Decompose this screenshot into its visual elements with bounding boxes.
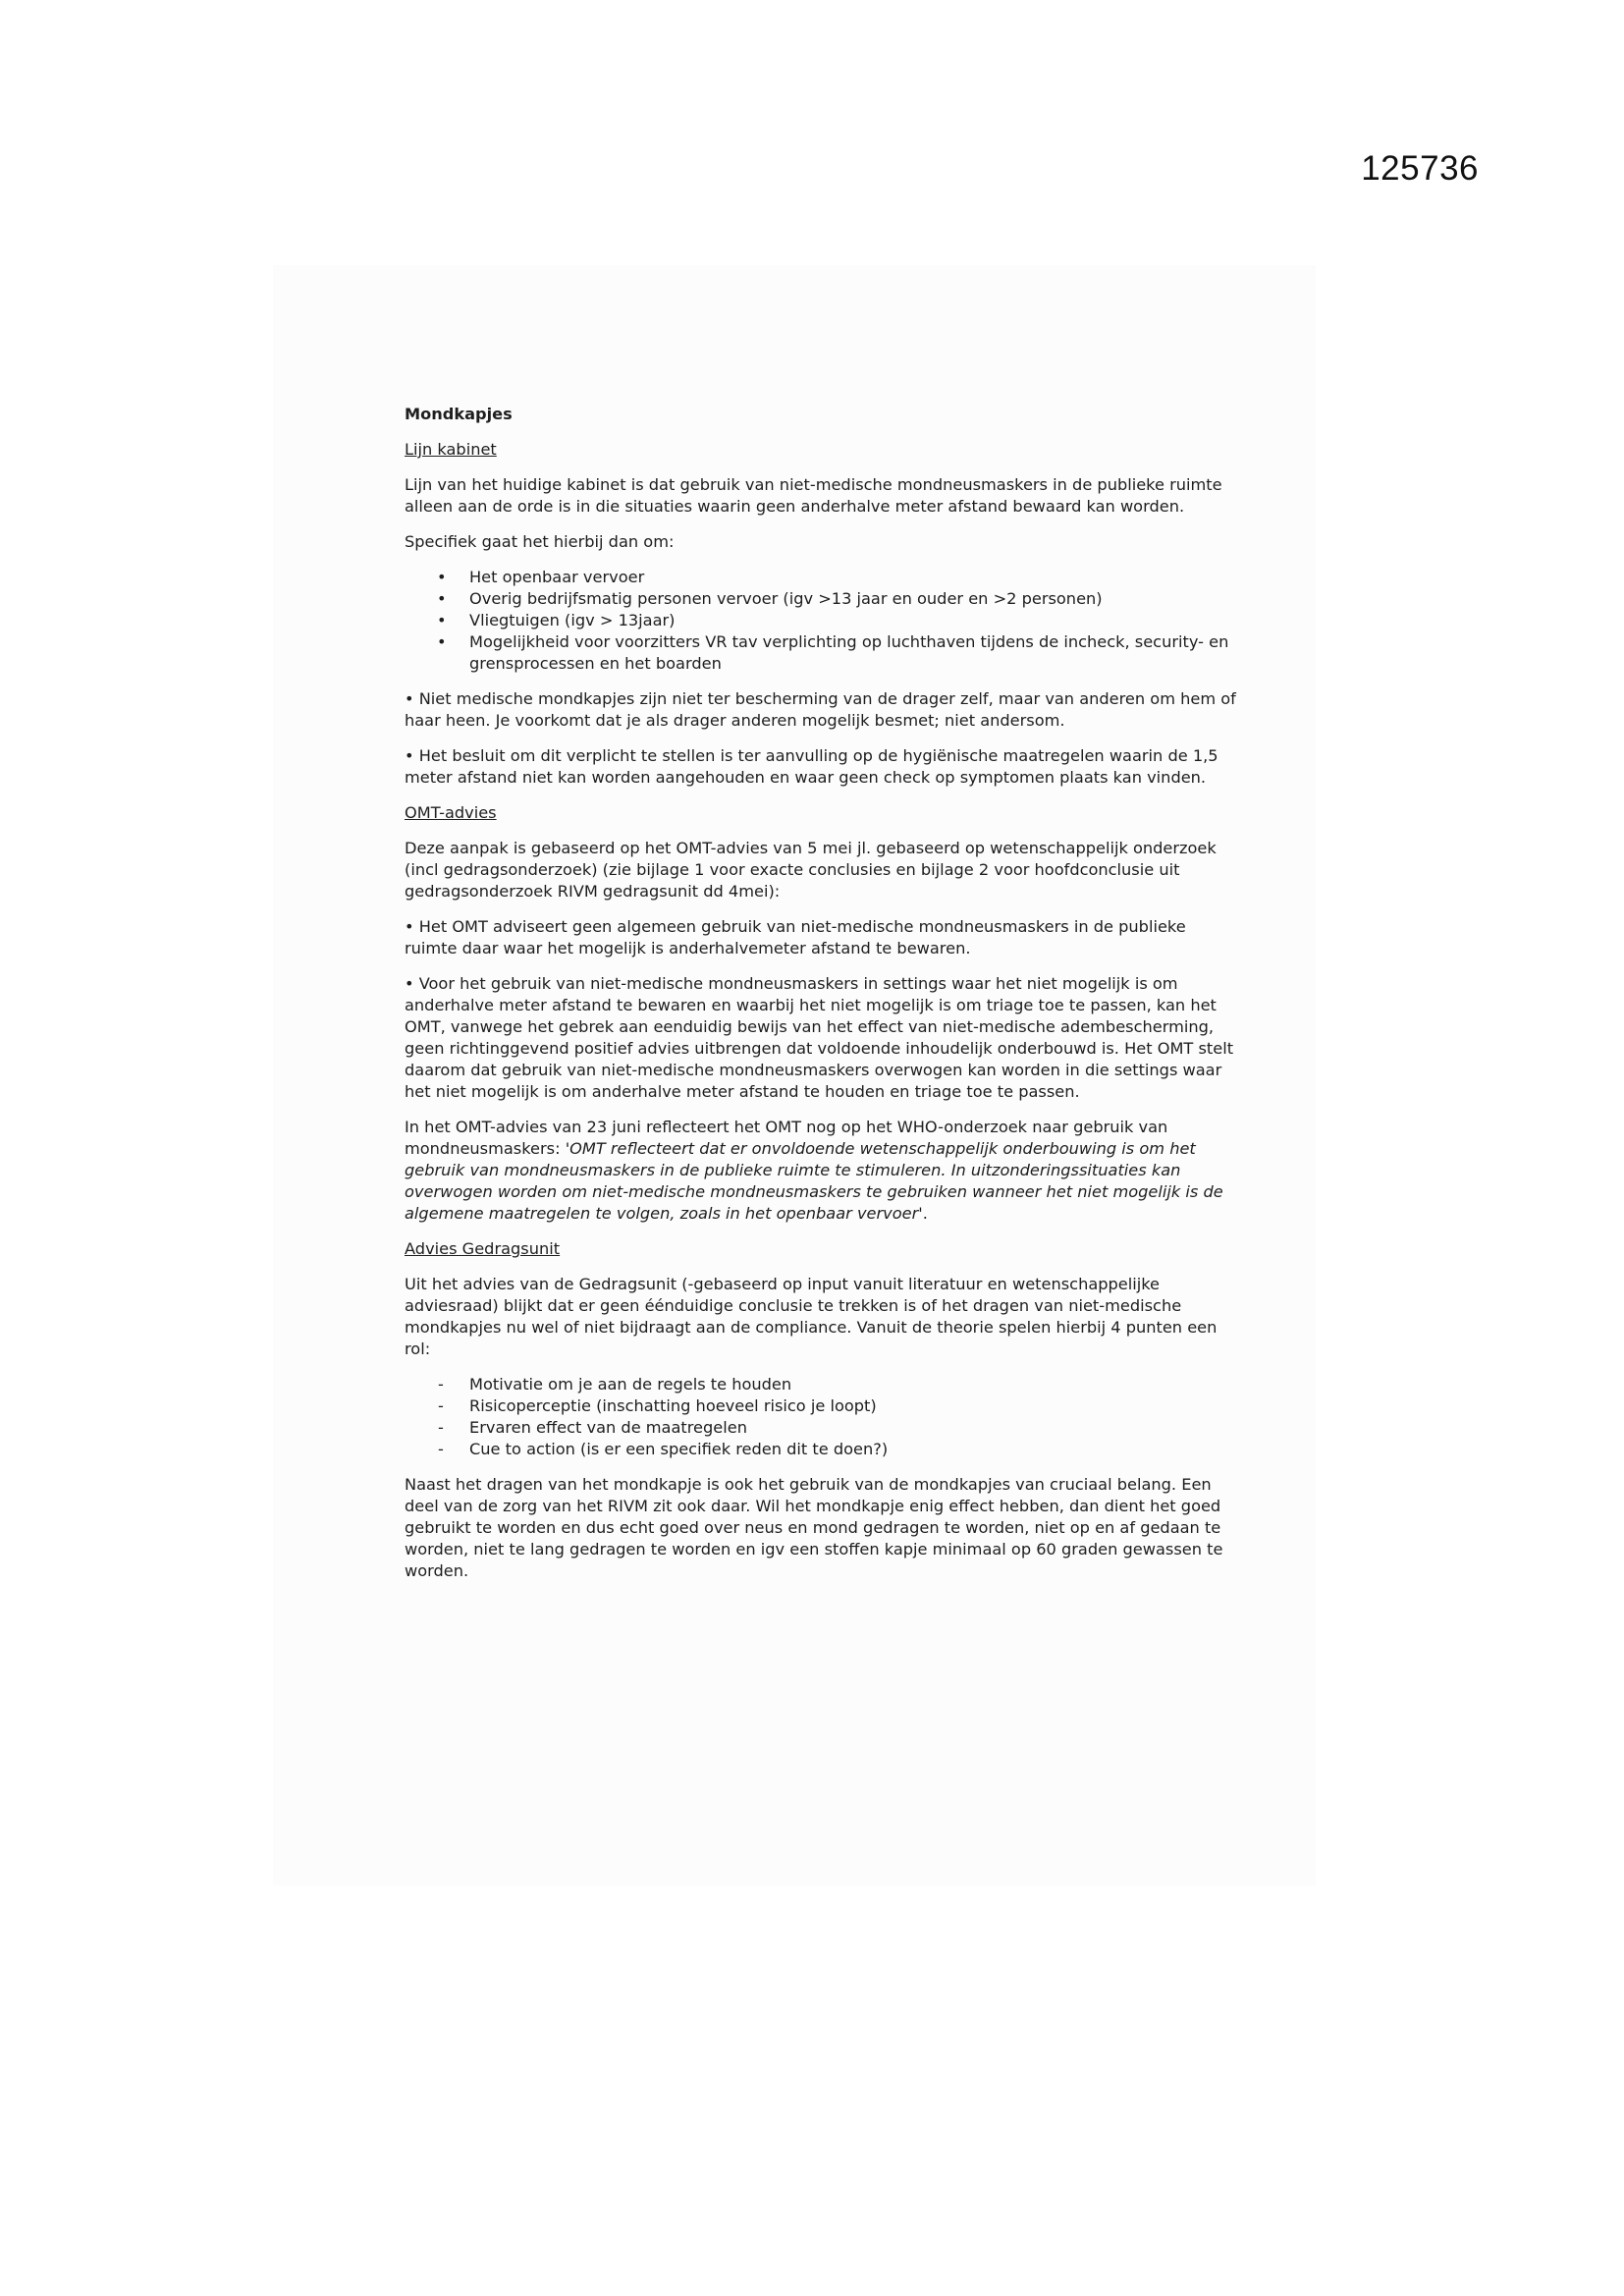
bullet-item: • Mogelijkheid voor voorzitters VR tav verplichting op luchthaven tijdens de incheck, security- en grensprocessen en het boarden xyxy=(405,631,1239,675)
dash-item: - Cue to action (is er een specifiek reden dit te doen?) xyxy=(405,1439,1239,1460)
paragraph: Deze aanpak is gebaseerd op het OMT-advies van 5 mei jl. gebaseerd op wetenschappelijk onderzoek (incl gedragsonderzoek) (zie bijlage 1 voor exacte conclusies en bijlage 2 voor hoofdconclusie uit gedragsonderzoek RIVM gedragsunit dd 4mei): xyxy=(405,839,1217,901)
paragraph: • Het OMT adviseert geen algemeen gebruik van niet-medische mondneusmaskers in de publieke ruimte daar waar het mogelijk is anderhalvemeter afstand te bewaren. xyxy=(405,917,1186,957)
section-heading-advies-gedragsunit: Advies Gedragsunit xyxy=(405,1239,561,1258)
section-heading-omt-advies: OMT-advies xyxy=(405,803,497,822)
paragraph: • Niet medische mondkapjes zijn niet ter bescherming van de drager zelf, maar van anderen om hem of haar heen. Je voorkomt dat je als drager anderen mogelijk besmet; niet andersom. xyxy=(405,689,1236,730)
paragraph: Lijn van het huidige kabinet is dat gebruik van niet-medische mondneusmaskers in de publieke ruimte alleen aan de orde is in die situaties waarin geen anderhalve meter afstand bewaard kan worden. xyxy=(405,475,1222,516)
dash-item: - Risicoperceptie (inschatting hoeveel risico je loopt) xyxy=(405,1395,1239,1417)
paragraph: Specifiek gaat het hierbij dan om: xyxy=(405,532,675,551)
paragraph: • Het besluit om dit verplicht te stellen is ter aanvulling op de hygiënische maatregelen waarin de 1,5 meter afstand niet kan worden aangehouden en waar geen check op symptomen plaats kan vinden. xyxy=(405,746,1218,787)
paragraph: Uit het advies van de Gedragsunit (-gebaseerd op input vanuit literatuur en wetenschappelijke adviesraad) blijkt dat er geen éénduidige conclusie te trekken is of het dragen van niet-medische mondkapjes nu wel of niet bijdraagt aan de compliance. Vanuit de theorie spelen hierbij 4 punten een rol: xyxy=(405,1275,1218,1358)
bullet-list xyxy=(405,567,1239,675)
paragraph: Naast het dragen van het mondkapje is ook het gebruik van de mondkapjes van cruciaal belang. Een deel van de zorg van het RIVM zit ook daar. Wil het mondkapje enig effect hebben, dan dient het goed gebruikt te worden en dus echt goed over neus en mond gedragen te worden, niet op en af gedaan te worden, niet te lang gedragen te worden en igv een stoffen kapje minimaal op 60 graden gewassen te worden. xyxy=(405,1475,1223,1580)
document-number: 125736 xyxy=(1361,149,1479,188)
bullet-item: • Overig bedrijfsmatig personen vervoer (igv >13 jaar en ouder en >2 personen) xyxy=(405,588,1239,610)
paragraph: • Voor het gebruik van niet-medische mondneusmaskers in settings waar het niet mogelijk is om anderhalve meter afstand te bewaren en waarbij het niet mogelijk is om triage toe te passen, kan het OMT, vanwege het gebrek aan eenduidig bewijs van het effect van niet-medische adembescherming, geen richtinggevend positief advies uitbrengen dat voldoende inhoudelijk onderbouwd is. Het OMT stelt daarom dat gebruik van niet-medische mondneusmaskers overwogen kan worden in die settings waar het niet mogelijk is om anderhalve meter afstand te houden en triage toe te passen. xyxy=(405,974,1234,1101)
bullet-item: • Vliegtuigen (igv > 13jaar) xyxy=(405,610,1239,631)
dash-item: - Motivatie om je aan de regels te houden xyxy=(405,1374,1239,1395)
dash-item: - Ervaren effect van de maatregelen xyxy=(405,1417,1239,1439)
bullet-item: • Het openbaar vervoer xyxy=(405,567,1239,588)
dash-list xyxy=(405,1374,1239,1460)
section-heading-lijn-kabinet: Lijn kabinet xyxy=(405,440,497,459)
paragraph-with-quote xyxy=(405,1117,1239,1225)
document-body xyxy=(405,404,1239,1596)
quote-intro: In het OMT-advies van 23 juni reflecteert het OMT nog op het WHO-onderzoek naar gebruik van mondneusmaskers: xyxy=(405,1118,1168,1158)
quote-end: . xyxy=(922,1204,928,1223)
omt-quote: 'OMT reflecteert dat er onvoldoende wetenschappelijk onderbouwing is om het gebruik van mondneusmaskers in de publieke ruimte te stimuleren. In uitzonderingssituaties kan overwogen worden om niet-medische mondneusmaskers te gebruiken wanneer het niet mogelijk is de algemene maatregelen te volgen, zoals in het openbaar vervoer' xyxy=(405,1139,1223,1223)
document-title: Mondkapjes xyxy=(405,405,513,423)
